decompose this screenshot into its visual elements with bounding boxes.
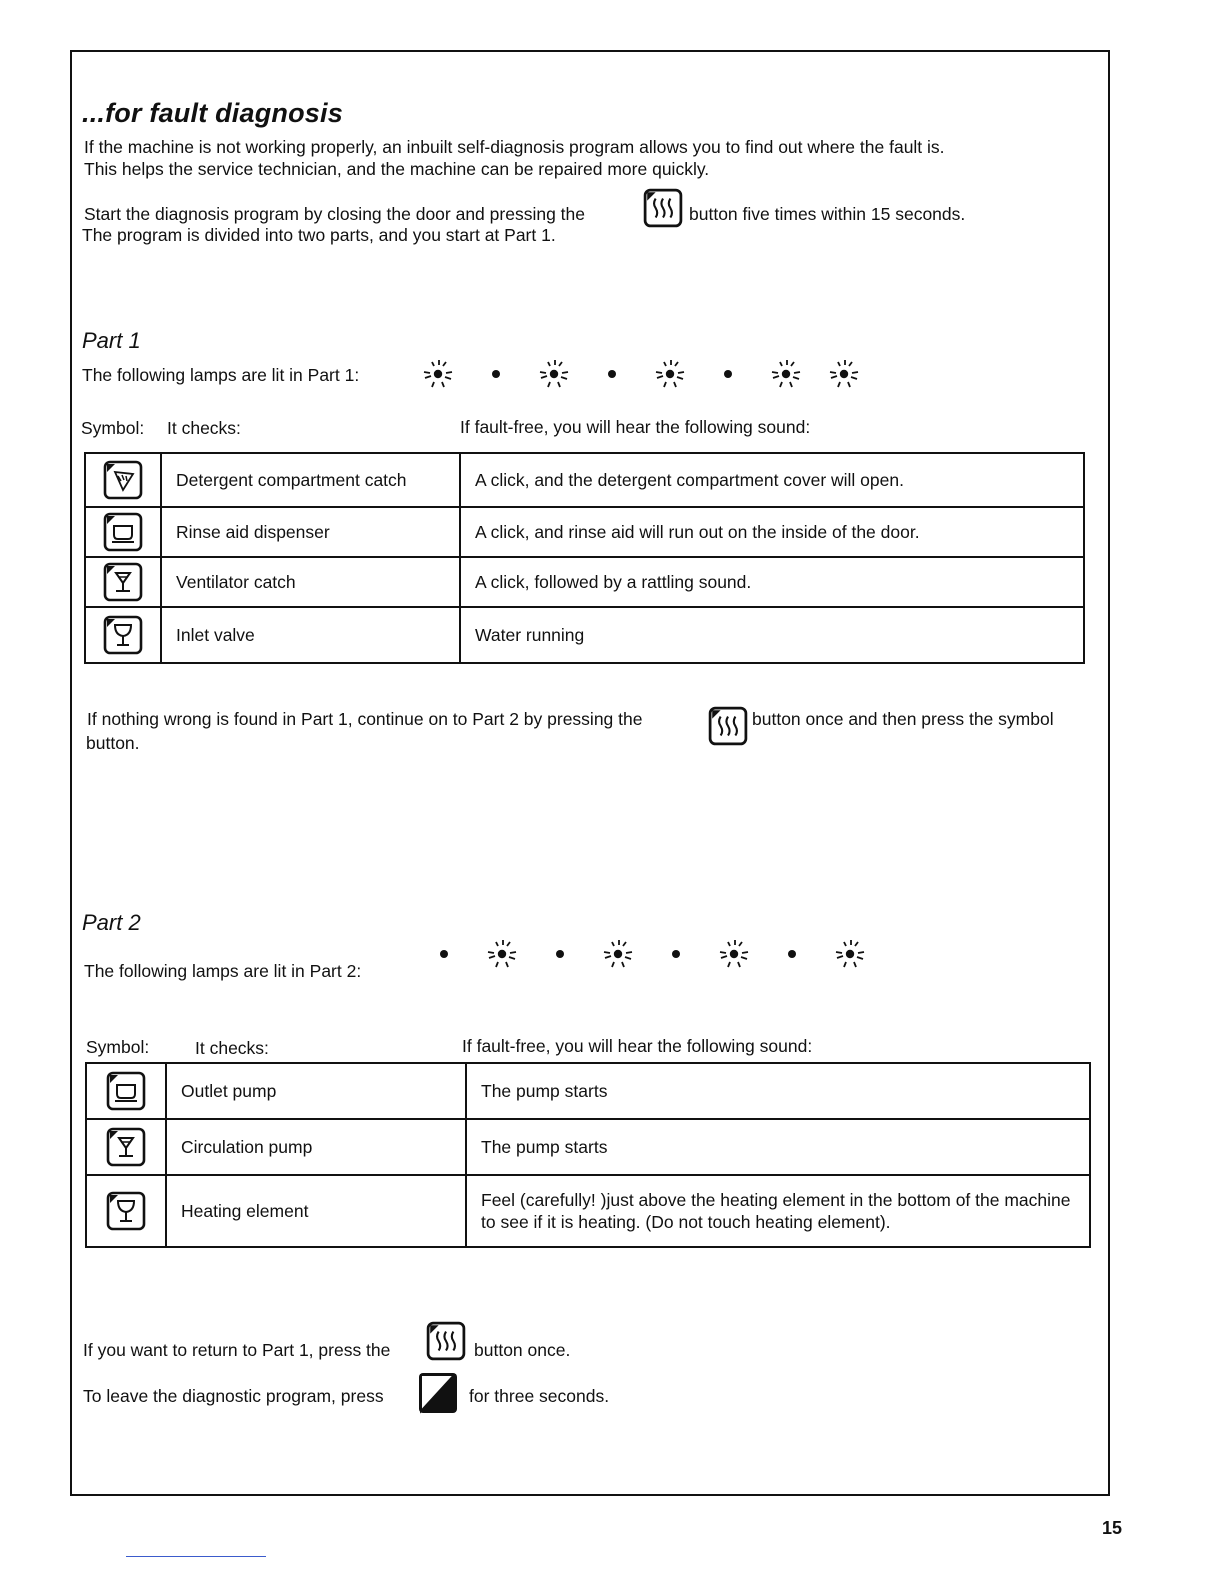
sound-cell: The pump starts (466, 1063, 1090, 1119)
page-frame (70, 50, 1110, 1496)
steam-button-icon (643, 188, 683, 228)
steam-button-icon (708, 706, 748, 746)
lamp-lit-icon (714, 936, 754, 972)
symbol-cell (86, 1175, 166, 1247)
lamp-dot (492, 370, 500, 378)
wine-glass-icon (87, 1191, 165, 1231)
check-cell: Detergent compartment catch (161, 453, 460, 507)
check-cell: Rinse aid dispenser (161, 507, 460, 557)
symbol-cell (85, 557, 161, 607)
glass-icon (86, 562, 160, 602)
cup-icon (87, 1071, 165, 1111)
lamp-off-icon (424, 936, 464, 972)
page-number: 15 (1101, 1518, 1122, 1538)
lamp-dot (608, 370, 616, 378)
wine-glass-icon (86, 615, 160, 655)
lamp-off-icon (708, 356, 748, 392)
divider (126, 1556, 266, 1557)
part1-lamp-row (418, 356, 882, 392)
symbol-cell (85, 453, 161, 507)
symbol-cell (86, 1063, 166, 1119)
page-title: ...for fault diagnosis (82, 98, 343, 128)
lamp-off-icon (476, 356, 516, 392)
glass-icon (87, 1127, 165, 1167)
part1-title: Part 1 (82, 328, 141, 353)
part2-table (85, 1062, 1091, 1248)
detergent-icon (86, 460, 160, 500)
symbol-cell (86, 1119, 166, 1175)
check-cell: Circulation pump (166, 1119, 466, 1175)
leave-text-after: for three seconds. (469, 1386, 610, 1406)
sound-cell: Water running (460, 607, 1084, 663)
table-row (86, 1119, 1090, 1175)
start-text-before: Start the diagnosis program by closing the door and pressing the (84, 204, 585, 224)
steam-button-icon (426, 1321, 466, 1361)
on-off-button-icon (418, 1372, 458, 1414)
symbol-cell (85, 507, 161, 557)
continue-text-after: button once and then press the symbol (752, 709, 1054, 729)
part2-col-sound: If fault-free, you will hear the following sound: (462, 1036, 813, 1056)
table-row (85, 607, 1084, 663)
lamp-lit-icon (418, 356, 458, 392)
part1-col-checks: It checks: (167, 418, 241, 438)
return-text-before: If you want to return to Part 1, press the (83, 1340, 391, 1360)
part2-title: Part 2 (82, 910, 141, 935)
part1-lamps-text: The following lamps are lit in Part 1: (82, 365, 360, 385)
lamp-lit-icon (824, 356, 864, 392)
table-row (85, 453, 1084, 507)
lamp-off-icon (592, 356, 632, 392)
leave-text-before: To leave the diagnostic program, press (83, 1386, 384, 1406)
lamp-lit-icon (766, 356, 806, 392)
sound-cell: Feel (carefully! )just above the heating element in the bottom of the machine to see if it is heating. (Do not touch heating element). (466, 1175, 1090, 1247)
table-row (86, 1175, 1090, 1247)
lamp-off-icon (540, 936, 580, 972)
lamp-dot (788, 950, 796, 958)
lamp-lit-icon (830, 936, 870, 972)
start-text-after: button five times within 15 seconds. (689, 204, 966, 224)
lamp-off-icon (656, 936, 696, 972)
intro-line-2: This helps the service technician, and the machine can be repaired more quickly. (84, 159, 710, 179)
return-text-after: button once. (474, 1340, 571, 1360)
part1-col-sound: If fault-free, you will hear the following sound: (460, 417, 811, 437)
check-cell: Outlet pump (166, 1063, 466, 1119)
lamp-off-icon (772, 936, 812, 972)
part2-col-checks: It checks: (195, 1038, 269, 1058)
lamp-lit-icon (482, 936, 522, 972)
sound-cell: A click, and the detergent compartment cover will open. (460, 453, 1084, 507)
lamp-lit-icon (534, 356, 574, 392)
continue-text-before: If nothing wrong is found in Part 1, continue on to Part 2 by pressing the (87, 709, 643, 729)
lamp-dot (556, 950, 564, 958)
part1-table (84, 452, 1085, 664)
sound-cell: The pump starts (466, 1119, 1090, 1175)
intro-line-1: If the machine is not working properly, an inbuilt self-diagnosis program allows you to find out where the fault is. (84, 137, 945, 157)
table-row (86, 1063, 1090, 1119)
symbol-cell (85, 607, 161, 663)
check-cell: Inlet valve (161, 607, 460, 663)
check-cell: Heating element (166, 1175, 466, 1247)
sound-cell: A click, followed by a rattling sound. (460, 557, 1084, 607)
start-text (84, 203, 585, 225)
part2-col-symbol: Symbol: (86, 1037, 150, 1057)
table-row (85, 507, 1084, 557)
cup-icon (86, 512, 160, 552)
lamp-lit-icon (598, 936, 638, 972)
continue-text-line2: button. (86, 733, 140, 753)
lamp-dot (440, 950, 448, 958)
table-row (85, 557, 1084, 607)
part2-lamp-row (424, 936, 888, 972)
part2-lamps-text: The following lamps are lit in Part 2: (84, 961, 362, 981)
lamp-lit-icon (650, 356, 690, 392)
lamp-dot (672, 950, 680, 958)
part1-col-symbol: Symbol: (81, 418, 145, 438)
check-cell: Ventilator catch (161, 557, 460, 607)
parts-line: The program is divided into two parts, and you start at Part 1. (82, 225, 556, 245)
sound-cell: A click, and rinse aid will run out on the inside of the door. (460, 507, 1084, 557)
lamp-dot (724, 370, 732, 378)
